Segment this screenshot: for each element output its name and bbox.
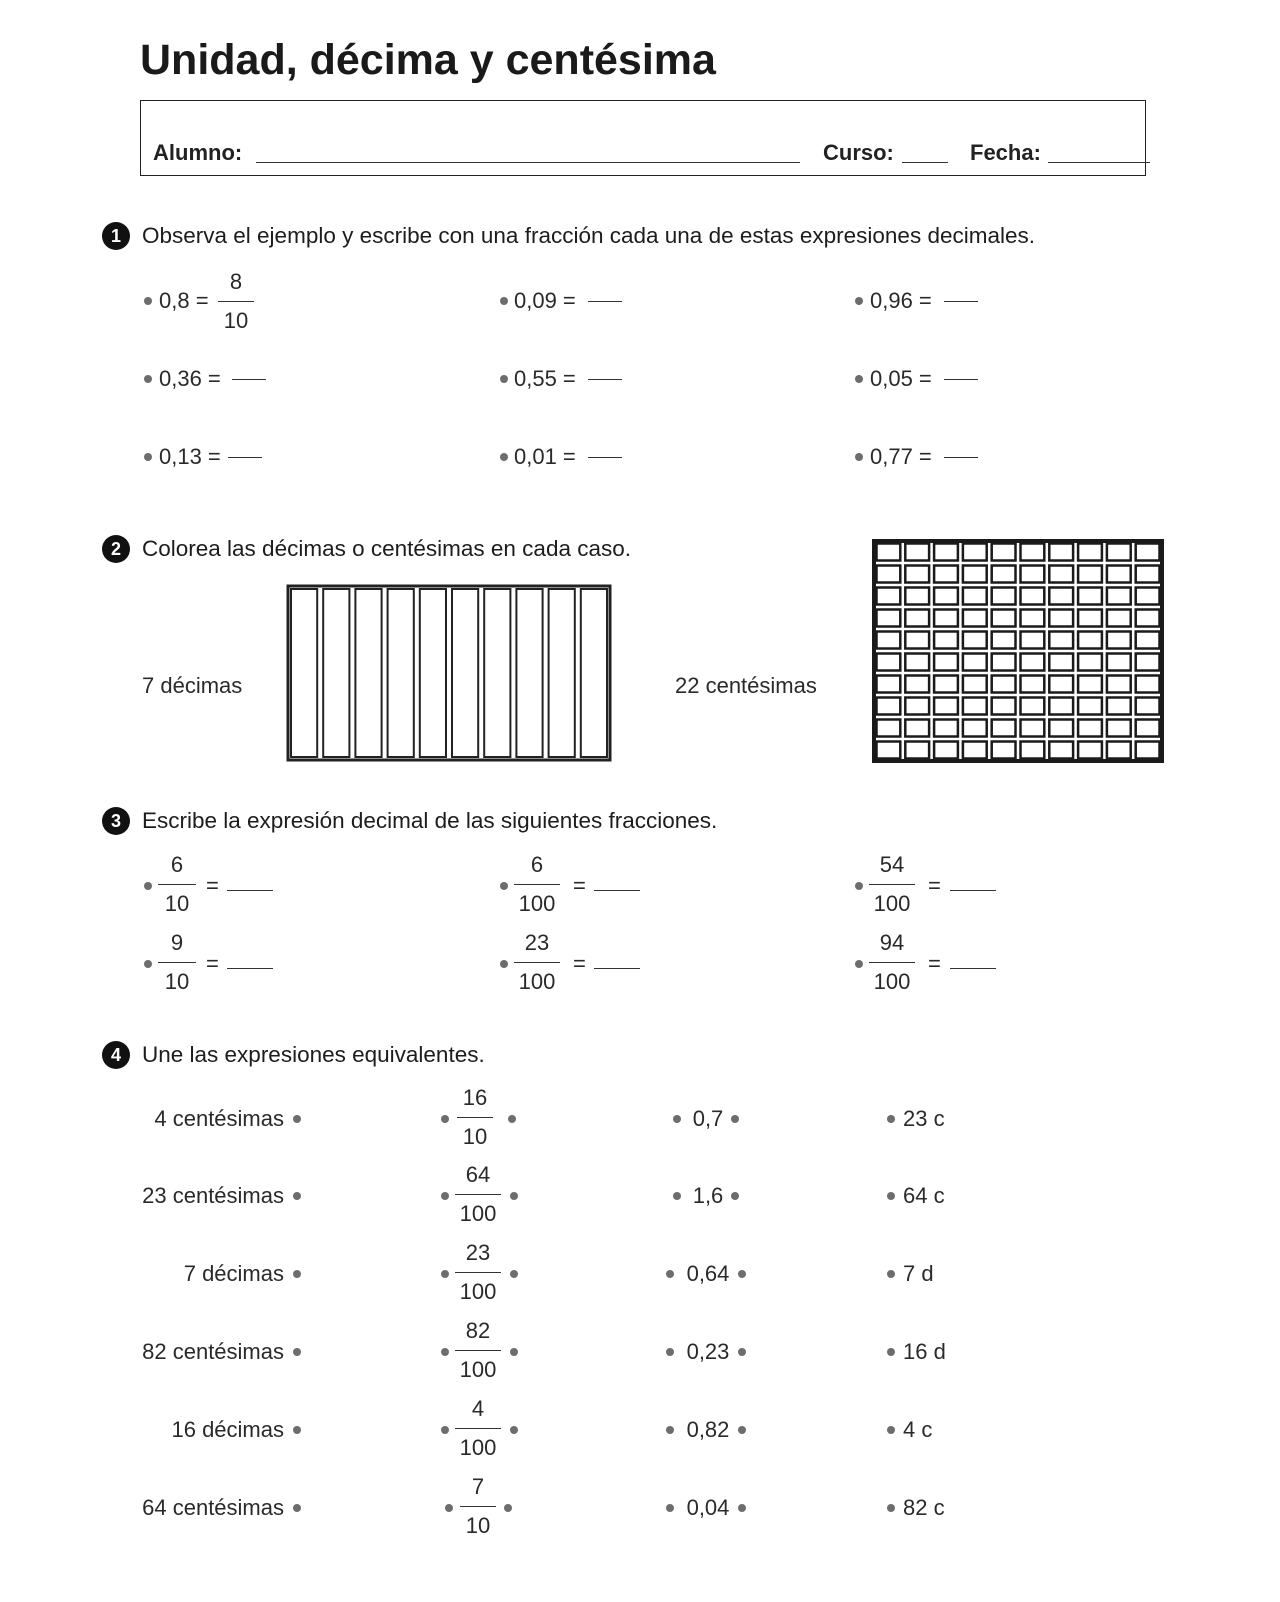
ex1-answer-blank[interactable] xyxy=(944,457,978,458)
hundredth-cell[interactable] xyxy=(934,720,958,737)
exercise-4-number: 4 xyxy=(102,1041,130,1069)
hundredth-cell[interactable] xyxy=(1049,698,1073,715)
hundredth-cell[interactable] xyxy=(934,698,958,715)
match-col3-item: 0,23 xyxy=(686,1339,730,1364)
equals-sign: = xyxy=(573,951,586,976)
ex3-fraction xyxy=(514,930,560,995)
ex1-answer-blank[interactable] xyxy=(588,379,622,380)
fraction-bar xyxy=(460,1506,496,1507)
equals-sign: = xyxy=(928,873,941,898)
hundredth-cell[interactable] xyxy=(1107,654,1131,671)
match-dot[interactable] xyxy=(738,1426,746,1434)
match-col2-fraction xyxy=(460,1474,496,1539)
match-dot[interactable] xyxy=(508,1115,516,1123)
ex3-answer-blank[interactable] xyxy=(594,968,640,969)
fraction-denominator: 100 xyxy=(518,891,556,916)
match-col3-item: 0,7 xyxy=(692,1106,724,1131)
match-col4-item: 23 c xyxy=(903,1106,945,1131)
fraction-bar xyxy=(455,1194,501,1195)
hundredth-cell[interactable] xyxy=(1078,632,1102,649)
match-dot[interactable] xyxy=(887,1348,895,1356)
match-col4-item: 4 c xyxy=(903,1417,933,1442)
fraction-bar xyxy=(455,1428,501,1429)
hundredth-cell[interactable] xyxy=(1049,566,1073,583)
match-col4-item: 64 c xyxy=(903,1183,945,1208)
fraction-numerator: 82 xyxy=(465,1318,491,1343)
hundredth-cell[interactable] xyxy=(1078,610,1102,627)
hundredth-cell[interactable] xyxy=(992,588,1016,605)
match-dot[interactable] xyxy=(510,1348,518,1356)
hundredth-cell[interactable] xyxy=(1049,742,1073,759)
match-dot[interactable] xyxy=(887,1192,895,1200)
hundredth-cell[interactable] xyxy=(963,566,987,583)
bullet-dot xyxy=(144,453,152,461)
fraction-bar xyxy=(457,1117,493,1118)
ex1-answer-blank[interactable] xyxy=(232,379,266,380)
match-dot[interactable] xyxy=(887,1426,895,1434)
match-dot[interactable] xyxy=(293,1426,301,1434)
fecha-label: Fecha: xyxy=(970,140,1041,165)
fraction-bar xyxy=(514,962,560,963)
hundredth-cell[interactable] xyxy=(905,632,929,649)
fraction-numerator: 23 xyxy=(465,1240,491,1265)
ex3-fraction xyxy=(158,930,196,995)
hundredth-cell[interactable] xyxy=(963,544,987,561)
hundredth-cell[interactable] xyxy=(1021,588,1045,605)
match-dot[interactable] xyxy=(731,1192,739,1200)
fraction-bar xyxy=(455,1350,501,1351)
match-dot[interactable] xyxy=(441,1115,449,1123)
page-title: Unidad, décima y centésima xyxy=(140,36,716,84)
hundredth-cell[interactable] xyxy=(963,676,987,693)
ex1-example-fraction xyxy=(218,269,254,334)
match-dot[interactable] xyxy=(504,1504,512,1512)
tenths-label: 7 décimas xyxy=(142,673,243,698)
fraction-denominator: 10 xyxy=(164,891,190,916)
hundredth-cell[interactable] xyxy=(1107,566,1131,583)
hundredth-cell[interactable] xyxy=(963,720,987,737)
fraction-denominator: 10 xyxy=(462,1124,488,1149)
match-dot[interactable] xyxy=(293,1348,301,1356)
ex3-answer-blank[interactable] xyxy=(227,890,273,891)
hundredth-cell[interactable] xyxy=(1136,544,1160,561)
hundredth-cell[interactable] xyxy=(934,588,958,605)
fraction-bar xyxy=(869,884,915,885)
hundredth-cell[interactable] xyxy=(963,610,987,627)
bullet-dot xyxy=(144,882,152,890)
match-col2-fraction xyxy=(457,1085,493,1150)
match-dot[interactable] xyxy=(441,1192,449,1200)
bullet-dot xyxy=(855,375,863,383)
hundredth-cell[interactable] xyxy=(1078,698,1102,715)
ex1-item: 0,77 = xyxy=(870,444,932,469)
fraction-denominator: 100 xyxy=(873,891,911,916)
hundredth-cell[interactable] xyxy=(1049,720,1073,737)
hundredths-grid[interactable] xyxy=(871,538,1165,764)
match-dot[interactable] xyxy=(293,1270,301,1278)
match-dot[interactable] xyxy=(666,1504,674,1512)
hundredth-cell[interactable] xyxy=(1107,742,1131,759)
tenth-column[interactable] xyxy=(323,589,349,757)
ex3-answer-blank[interactable] xyxy=(594,890,640,891)
fecha-field[interactable] xyxy=(1048,162,1150,163)
tenth-column[interactable] xyxy=(388,589,414,757)
match-col2-fraction xyxy=(455,1162,501,1227)
match-col2-fraction xyxy=(455,1318,501,1383)
fraction-numerator: 8 xyxy=(229,269,243,294)
hundredth-cell[interactable] xyxy=(877,698,901,715)
fraction-denominator: 100 xyxy=(873,969,911,994)
match-col2-fraction xyxy=(455,1396,501,1461)
fraction-numerator: 94 xyxy=(879,930,905,955)
hundredth-cell[interactable] xyxy=(877,720,901,737)
match-col1-item: 4 centésimas xyxy=(154,1106,284,1131)
ex3-fraction xyxy=(869,852,915,917)
hundredth-cell[interactable] xyxy=(1107,632,1131,649)
bullet-dot xyxy=(500,882,508,890)
fraction-numerator: 9 xyxy=(170,930,184,955)
hundredth-cell[interactable] xyxy=(905,610,929,627)
ex1-item: 0,05 = xyxy=(870,366,932,391)
hundredth-cell[interactable] xyxy=(1049,588,1073,605)
alumno-field[interactable] xyxy=(256,162,800,163)
tenth-column[interactable] xyxy=(549,589,575,757)
hundredth-cell[interactable] xyxy=(934,632,958,649)
fraction-denominator: 100 xyxy=(459,1201,497,1226)
match-dot[interactable] xyxy=(673,1192,681,1200)
ex1-item: 0,09 = xyxy=(514,288,576,313)
exercise-1-number: 1 xyxy=(102,222,130,250)
hundredth-cell[interactable] xyxy=(934,742,958,759)
hundredth-cell[interactable] xyxy=(1107,698,1131,715)
fraction-numerator: 23 xyxy=(524,930,550,955)
hundredth-cell[interactable] xyxy=(877,654,901,671)
hundredth-cell[interactable] xyxy=(1021,676,1045,693)
hundredth-cell[interactable] xyxy=(1021,544,1045,561)
hundredth-cell[interactable] xyxy=(992,654,1016,671)
equals-sign: = xyxy=(928,951,941,976)
hundredth-cell[interactable] xyxy=(934,610,958,627)
hundredth-cell[interactable] xyxy=(877,544,901,561)
match-col4-item: 16 d xyxy=(903,1339,946,1364)
ex3-answer-blank[interactable] xyxy=(227,968,273,969)
match-dot[interactable] xyxy=(510,1192,518,1200)
hundredth-cell[interactable] xyxy=(905,720,929,737)
hundredth-cell[interactable] xyxy=(1078,654,1102,671)
match-dot[interactable] xyxy=(293,1192,301,1200)
hundredth-cell[interactable] xyxy=(877,610,901,627)
hundredth-cell[interactable] xyxy=(1078,742,1102,759)
hundredth-cell[interactable] xyxy=(992,610,1016,627)
ex1-item: 0,96 = xyxy=(870,288,932,313)
bullet-dot xyxy=(500,297,508,305)
hundredth-cell[interactable] xyxy=(905,588,929,605)
hundredth-cell[interactable] xyxy=(1107,588,1131,605)
exercise-2-number: 2 xyxy=(102,535,130,563)
ex3-fraction xyxy=(158,852,196,917)
hundredth-cell[interactable] xyxy=(1107,720,1131,737)
match-col1-item: 16 décimas xyxy=(171,1417,284,1442)
hundredth-cell[interactable] xyxy=(1107,676,1131,693)
tenths-columns[interactable] xyxy=(288,586,610,760)
hundredth-cell[interactable] xyxy=(905,742,929,759)
fraction-numerator: 6 xyxy=(530,852,544,877)
ex1-answer-blank[interactable] xyxy=(228,457,262,458)
tenth-column[interactable] xyxy=(452,589,478,757)
hundredth-cell[interactable] xyxy=(1078,566,1102,583)
match-dot[interactable] xyxy=(510,1426,518,1434)
bullet-dot xyxy=(500,375,508,383)
fraction-denominator: 10 xyxy=(164,969,190,994)
match-col3-item: 0,64 xyxy=(686,1261,730,1286)
hundredth-cell[interactable] xyxy=(877,632,901,649)
fraction-numerator: 64 xyxy=(465,1162,491,1187)
tenth-column[interactable] xyxy=(291,589,317,757)
ex1-answer-blank[interactable] xyxy=(944,301,978,302)
match-dot[interactable] xyxy=(445,1504,453,1512)
match-dot[interactable] xyxy=(666,1270,674,1278)
fraction-bar xyxy=(869,962,915,963)
hundredth-cell[interactable] xyxy=(1136,676,1160,693)
match-col4-item: 7 d xyxy=(903,1261,934,1286)
hundredth-cell[interactable] xyxy=(1136,720,1160,737)
hundredth-cell[interactable] xyxy=(1078,544,1102,561)
fraction-bar xyxy=(218,301,254,302)
match-col1-item: 82 centésimas xyxy=(142,1339,284,1364)
hundredth-cell[interactable] xyxy=(1136,610,1160,627)
match-dot[interactable] xyxy=(731,1115,739,1123)
hundredth-cell[interactable] xyxy=(905,654,929,671)
hundredths-label: 22 centésimas xyxy=(675,673,817,698)
hundredth-cell[interactable] xyxy=(934,544,958,561)
hundredth-cell[interactable] xyxy=(1021,632,1045,649)
match-dot[interactable] xyxy=(887,1504,895,1512)
hundredth-cell[interactable] xyxy=(1021,720,1045,737)
ex1-item: 0,13 = xyxy=(159,444,221,469)
tenth-column[interactable] xyxy=(420,589,446,757)
hundredth-cell[interactable] xyxy=(1049,654,1073,671)
bullet-dot xyxy=(855,297,863,305)
match-col2-fraction xyxy=(455,1240,501,1305)
hundredth-cell[interactable] xyxy=(992,742,1016,759)
hundredth-cell[interactable] xyxy=(1107,544,1131,561)
hundredth-cell[interactable] xyxy=(963,742,987,759)
hundredth-cell[interactable] xyxy=(1107,610,1131,627)
bullet-dot xyxy=(144,297,152,305)
fraction-denominator: 100 xyxy=(459,1435,497,1460)
hundredth-cell[interactable] xyxy=(1021,698,1045,715)
match-dot[interactable] xyxy=(738,1504,746,1512)
ex3-answer-blank[interactable] xyxy=(950,890,996,891)
exercise-1-instruction: Observa el ejemplo y escribe con una fracción cada una de estas expresiones decimales. xyxy=(142,223,1035,248)
hundredth-cell[interactable] xyxy=(877,588,901,605)
ex1-item: 0,55 = xyxy=(514,366,576,391)
match-dot[interactable] xyxy=(887,1115,895,1123)
match-dot[interactable] xyxy=(666,1426,674,1434)
match-dot[interactable] xyxy=(510,1270,518,1278)
bullet-dot xyxy=(144,960,152,968)
ex1-answer-blank[interactable] xyxy=(944,379,978,380)
bullet-dot xyxy=(144,375,152,383)
curso-field[interactable] xyxy=(902,162,948,163)
match-col1-item: 7 décimas xyxy=(183,1261,284,1286)
fraction-denominator: 100 xyxy=(518,969,556,994)
hundredth-cell[interactable] xyxy=(934,566,958,583)
hundredth-cell[interactable] xyxy=(992,720,1016,737)
hundredth-cell[interactable] xyxy=(877,742,901,759)
fraction-numerator: 54 xyxy=(879,852,905,877)
ex1-answer-blank[interactable] xyxy=(588,457,622,458)
fraction-bar xyxy=(514,884,560,885)
hundredth-cell[interactable] xyxy=(963,698,987,715)
match-dot[interactable] xyxy=(887,1270,895,1278)
match-dot[interactable] xyxy=(738,1270,746,1278)
hundredth-cell[interactable] xyxy=(1136,698,1160,715)
hundredth-cell[interactable] xyxy=(992,698,1016,715)
hundredth-cell[interactable] xyxy=(877,566,901,583)
match-dot[interactable] xyxy=(293,1115,301,1123)
hundredth-cell[interactable] xyxy=(1078,588,1102,605)
match-dot[interactable] xyxy=(673,1115,681,1123)
hundredth-cell[interactable] xyxy=(1021,610,1045,627)
hundredth-cell[interactable] xyxy=(1078,676,1102,693)
match-col3-item: 0,04 xyxy=(686,1495,730,1520)
hundredth-cell[interactable] xyxy=(992,544,1016,561)
tenths-strip[interactable] xyxy=(286,584,612,762)
equals-sign: = xyxy=(573,873,586,898)
hundredth-cell[interactable] xyxy=(992,632,1016,649)
tenth-column[interactable] xyxy=(581,589,607,757)
hundredth-cell[interactable] xyxy=(1136,588,1160,605)
match-dot[interactable] xyxy=(293,1504,301,1512)
hundredth-cell[interactable] xyxy=(963,588,987,605)
hundredth-cell[interactable] xyxy=(1136,566,1160,583)
bullet-dot xyxy=(500,960,508,968)
ex3-fraction xyxy=(514,852,560,917)
match-col4-item: 82 c xyxy=(903,1495,945,1520)
bullet-dot xyxy=(855,960,863,968)
ex3-fraction xyxy=(869,930,915,995)
hundredth-cell[interactable] xyxy=(963,632,987,649)
hundredth-cell[interactable] xyxy=(1136,632,1160,649)
exercise-3-number: 3 xyxy=(102,807,130,835)
exercise-3-instruction: Escribe la expresión decimal de las siguientes fracciones. xyxy=(142,808,718,833)
hundredth-cell[interactable] xyxy=(1136,742,1160,759)
match-dot[interactable] xyxy=(441,1348,449,1356)
ex3-answer-blank[interactable] xyxy=(950,968,996,969)
fraction-denominator: 10 xyxy=(465,1513,491,1538)
fraction-denominator: 100 xyxy=(459,1357,497,1382)
bullet-dot xyxy=(855,453,863,461)
fraction-numerator: 6 xyxy=(170,852,184,877)
fraction-numerator: 7 xyxy=(471,1474,485,1499)
equals-sign: = xyxy=(206,873,219,898)
hundredth-cell[interactable] xyxy=(1021,566,1045,583)
ex1-answer-blank[interactable] xyxy=(588,301,622,302)
tenth-column[interactable] xyxy=(484,589,510,757)
hundredth-cell[interactable] xyxy=(963,654,987,671)
hundredth-cell[interactable] xyxy=(1021,654,1045,671)
equals-sign: = xyxy=(206,951,219,976)
tenth-column[interactable] xyxy=(355,589,381,757)
hundredth-cell[interactable] xyxy=(905,566,929,583)
hundredth-cell[interactable] xyxy=(905,544,929,561)
exercise-2-instruction: Colorea las décimas o centésimas en cada caso. xyxy=(142,536,632,561)
fraction-denominator: 100 xyxy=(459,1279,497,1304)
ex1-item: 0,36 = xyxy=(159,366,221,391)
hundredth-cell[interactable] xyxy=(1021,742,1045,759)
fraction-numerator: 16 xyxy=(462,1085,488,1110)
ex1-item: 0,01 = xyxy=(514,444,576,469)
hundredth-cell[interactable] xyxy=(905,676,929,693)
match-col1-item: 64 centésimas xyxy=(142,1495,284,1520)
hundredth-cell[interactable] xyxy=(1049,632,1073,649)
hundredth-cell[interactable] xyxy=(934,654,958,671)
match-col3-item: 1,6 xyxy=(692,1183,724,1208)
hundredth-cell[interactable] xyxy=(1049,676,1073,693)
match-col3-item: 0,82 xyxy=(686,1417,730,1442)
hundredth-cell[interactable] xyxy=(992,566,1016,583)
fraction-numerator: 4 xyxy=(471,1396,485,1421)
hundredth-cell[interactable] xyxy=(1136,654,1160,671)
hundredth-cell[interactable] xyxy=(1078,720,1102,737)
hundredth-cell[interactable] xyxy=(877,676,901,693)
fraction-bar xyxy=(158,962,196,963)
curso-label: Curso: xyxy=(823,140,894,165)
bullet-dot xyxy=(500,453,508,461)
bullet-dot xyxy=(855,882,863,890)
match-dot[interactable] xyxy=(738,1348,746,1356)
hundredth-cell[interactable] xyxy=(992,676,1016,693)
fraction-bar xyxy=(455,1272,501,1273)
match-dot[interactable] xyxy=(666,1348,674,1356)
fraction-bar xyxy=(158,884,196,885)
match-dot[interactable] xyxy=(441,1426,449,1434)
match-dot[interactable] xyxy=(441,1270,449,1278)
tenth-column[interactable] xyxy=(516,589,542,757)
ex1-example-decimal: 0,8 = xyxy=(159,288,209,313)
alumno-label: Alumno: xyxy=(153,140,243,165)
hundredth-cell[interactable] xyxy=(1049,544,1073,561)
exercise-4-instruction: Une las expresiones equivalentes. xyxy=(142,1042,485,1067)
hundredths-cells[interactable] xyxy=(874,541,1162,761)
hundredth-cell[interactable] xyxy=(905,698,929,715)
hundredth-cell[interactable] xyxy=(1049,610,1073,627)
match-col1-item: 23 centésimas xyxy=(142,1183,284,1208)
fraction-denominator: 10 xyxy=(223,308,249,333)
hundredth-cell[interactable] xyxy=(934,676,958,693)
